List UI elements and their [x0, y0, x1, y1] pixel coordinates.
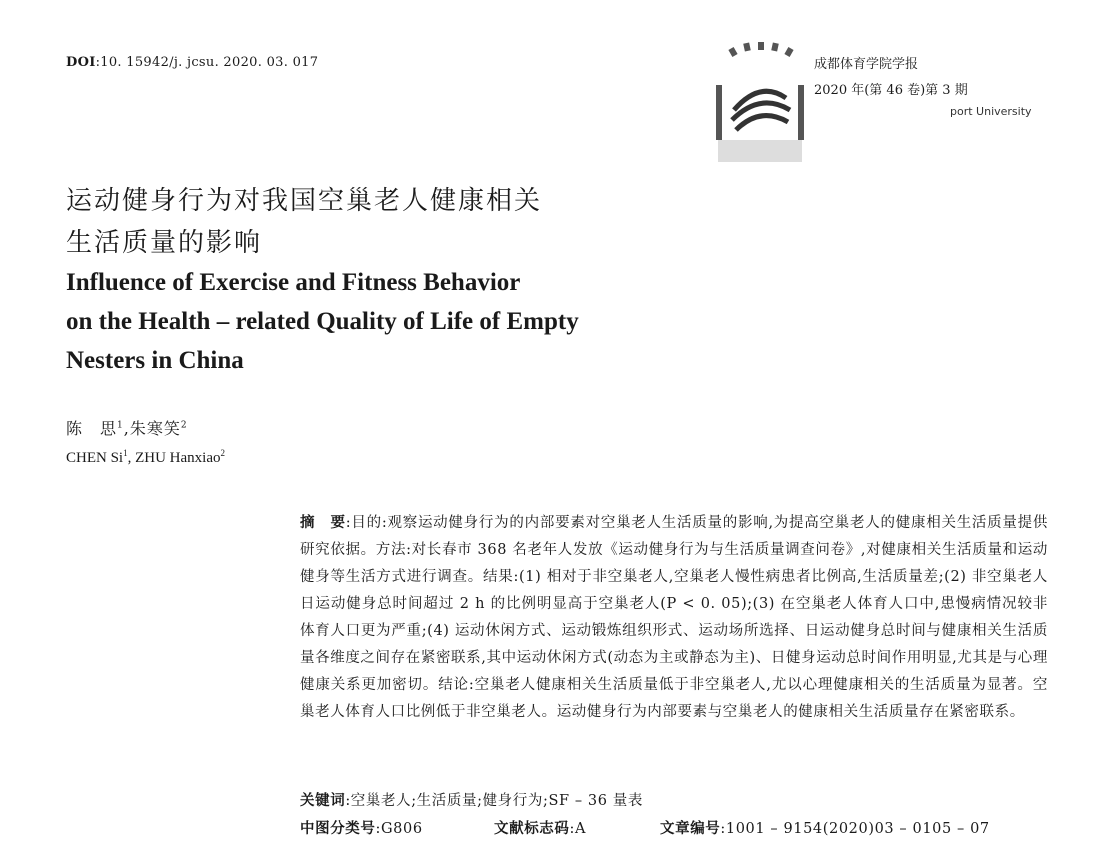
clc-value: :G806: [375, 821, 423, 837]
title-en-line: on the Health – related Quality of Life of Empty: [66, 308, 579, 335]
author-name: ZHU Hanxiao: [135, 450, 221, 466]
journal-en-name: port University: [950, 105, 1032, 118]
abstract-text: :目的:观察运动健身行为的内部要素对空巢老人生活质量的影响,为提高空巢老人的健康相关生活质量提供研究依据。方法:对长春市 368 名老年人发放《运动健身行为与生活质量调查问卷》,对健康相关生活质量和运动健身等生活方式进行调查。结果:(1) 相对于非空巢老人,空巢老人慢性病患者比例高,生活质量差;(2) 非空巢老人日运动健身总时间超过 2 h 的比例明显高于空巢老人(P < 0. 05);(3) 在空巢老人体育人口中,患慢病情况较非体育人口更为严重;(4) 运动休闲方式、运动锻炼组织形式、运动场所选择、日运动健身总时间与健康相关生活质量各维度之间存在紧密联系,其中运动休闲方式(动态为主或静态为主)、日健身运动总时间作用明显,尤其是与心理健康关系更加密切。结论:空巢老人健康相关生活质量低于非空巢老人,尤以心理健康相关的生活质量为显著。空巢老人体育人口比例低于非空巢老人。运动健身行为内部要素与空巢老人的健康相关生活质量存在紧密联系。: [300, 515, 1048, 720]
author-name: 朱寒笑: [129, 419, 181, 438]
affiliation-marker: 2: [220, 448, 225, 458]
title-cn-line: 运动健身行为对我国空巢老人健康相关: [66, 186, 543, 216]
title-english: [66, 263, 579, 380]
article-number: [660, 817, 990, 838]
doi-label: DOI: [66, 55, 96, 70]
journal-logo: [710, 40, 810, 165]
classification-line: [300, 817, 1048, 838]
affiliation-marker: 2: [180, 420, 188, 431]
clc-code: [300, 817, 494, 838]
abstract-label: 摘 要: [300, 515, 346, 531]
keywords-text: :空巢老人;生活质量;健身行为;SF – 36 量表: [345, 793, 643, 809]
journal-issue: 2020 年(第 46 卷)第 3 期: [814, 83, 968, 98]
doi-line: [66, 55, 318, 70]
journal-name: 成都体育学院学报: [814, 57, 919, 72]
author-name: 陈 思: [66, 419, 118, 438]
document-code: [494, 817, 660, 838]
doc-label: 文献标志码: [494, 821, 570, 837]
abstract: [300, 510, 1048, 726]
clc-label: 中图分类号: [300, 821, 376, 837]
keywords: [300, 789, 643, 810]
title-cn-line: 生活质量的影响: [66, 228, 263, 258]
authors-chinese: [66, 416, 188, 439]
doc-value: :A: [569, 821, 587, 837]
title-en-line: Nesters in China: [66, 347, 244, 374]
keywords-label: 关键词: [300, 793, 346, 809]
journal-info: [814, 52, 968, 104]
title-en-line: Influence of Exercise and Fitness Behavior: [66, 269, 521, 296]
author-name: CHEN Si: [66, 450, 124, 466]
article-value: :1001 – 9154(2020)03 – 0105 – 07: [720, 821, 990, 837]
author-separator: ,: [127, 450, 136, 466]
affiliation-marker: 1: [123, 448, 128, 458]
affiliation-marker: 1: [117, 420, 124, 431]
article-label: 文章编号: [660, 821, 721, 837]
authors-english: [66, 448, 225, 467]
title-chinese: [66, 180, 542, 264]
doi-value: :10. 15942/j. jcsu. 2020. 03. 017: [95, 55, 319, 70]
author-separator: ,: [123, 419, 130, 438]
